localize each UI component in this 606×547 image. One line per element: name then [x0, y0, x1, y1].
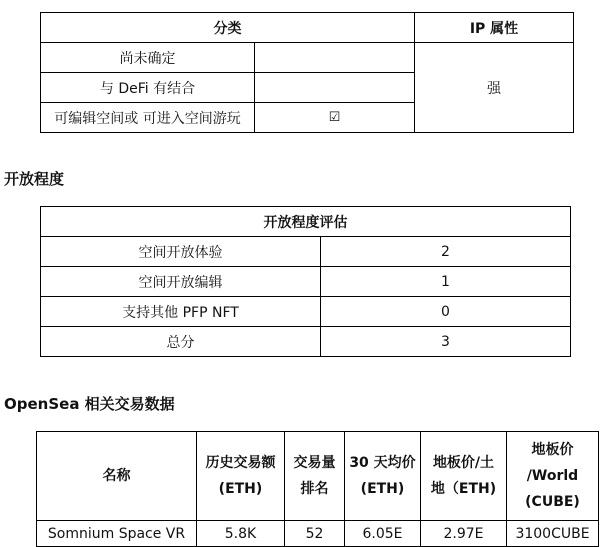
- openness-row-label: 空间开放编辑: [41, 267, 321, 297]
- opensea-header-avg-price: 30 天均价 (ETH): [345, 432, 421, 521]
- category-header: 分类: [41, 13, 415, 43]
- category-row-label: 尚未确定: [41, 43, 255, 73]
- category-row-label: 与 DeFi 有结合: [41, 73, 255, 103]
- openness-row-label: 总分: [41, 327, 321, 357]
- category-row-label: 可编辑空间或 可进入空间游玩: [41, 103, 255, 133]
- opensea-header-rank: 交易量 排名: [285, 432, 345, 521]
- opensea-table: [36, 431, 599, 547]
- opensea-cell-name: Somnium Space VR: [37, 521, 197, 547]
- opensea-header-volume: 历史交易额 (ETH): [197, 432, 285, 521]
- category-row-value: [255, 73, 415, 103]
- section-title-openness: 开放程度: [4, 170, 65, 188]
- opensea-header-name: 名称: [37, 432, 197, 521]
- section-title-opensea: OpenSea 相关交易数据: [4, 395, 175, 413]
- openness-row-value: 0: [321, 297, 571, 327]
- opensea-cell-volume: 5.8K: [197, 521, 285, 547]
- ip-value: 强: [415, 43, 574, 133]
- openness-row-label: 空间开放体验: [41, 237, 321, 267]
- openness-row-label: 支持其他 PFP NFT: [41, 297, 321, 327]
- openness-header: 开放程度评估: [41, 207, 571, 237]
- openness-row-value: 2: [321, 237, 571, 267]
- category-row-value: [255, 43, 415, 73]
- opensea-cell-floor-world: 3100CUBE: [507, 521, 599, 547]
- table-row: [37, 521, 599, 547]
- checkbox-checked-icon: ☑: [255, 103, 415, 133]
- openness-table: [40, 206, 571, 357]
- ip-header: IP 属性: [415, 13, 574, 43]
- openness-row-value: 3: [321, 327, 571, 357]
- opensea-cell-floor-land: 2.97E: [421, 521, 507, 547]
- opensea-cell-avg-price: 6.05E: [345, 521, 421, 547]
- opensea-cell-rank: 52: [285, 521, 345, 547]
- openness-row-value: 1: [321, 267, 571, 297]
- category-table: [40, 12, 574, 133]
- opensea-header-floor-land: 地板价/土 地（ETH): [421, 432, 507, 521]
- opensea-header-floor-world: 地板价 /World (CUBE): [507, 432, 599, 521]
